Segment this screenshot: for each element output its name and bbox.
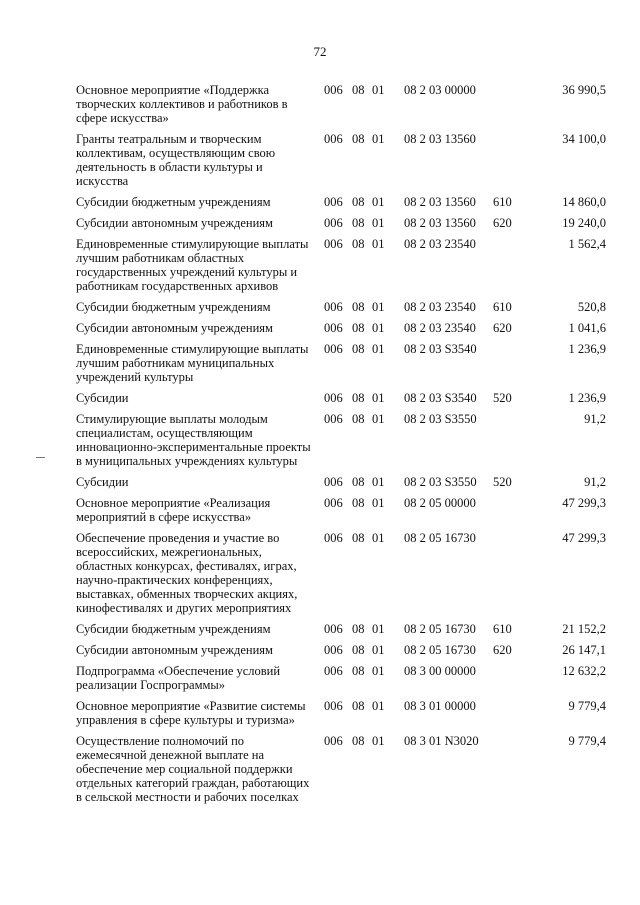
row-ved-code: 006 xyxy=(324,475,343,489)
row-section-code: 08 xyxy=(352,496,365,510)
table-row xyxy=(76,496,606,524)
row-ved-code: 006 xyxy=(324,83,343,97)
row-section-code: 08 xyxy=(352,622,365,636)
row-section-code: 08 xyxy=(352,643,365,657)
margin-mark xyxy=(36,457,45,458)
table-row xyxy=(76,391,606,405)
row-ved-code: 006 xyxy=(324,132,343,146)
row-subsection-code: 01 xyxy=(372,734,385,748)
row-name: Субсидии бюджетным учреждениям xyxy=(76,195,271,209)
row-subsection-code: 01 xyxy=(372,321,385,335)
row-expense-type-code: 610 xyxy=(493,195,512,209)
row-amount: 1 562,4 xyxy=(568,237,606,251)
row-amount: 19 240,0 xyxy=(562,216,606,230)
row-ved-code: 006 xyxy=(324,216,343,230)
row-name: Единовременные стимулирующие выплаты лучшим работникам областных государственных учреждений культуры и работникам государственных архивов xyxy=(76,237,309,293)
row-subsection-code: 01 xyxy=(372,531,385,545)
row-section-code: 08 xyxy=(352,216,365,230)
row-name: Гранты театральным и творческим коллективам, осуществляющим свою деятельность в области культуры и искусства xyxy=(76,132,276,188)
row-name: Основное мероприятие «Реализация мероприятий в сфере искусства» xyxy=(76,496,271,524)
table-row xyxy=(76,734,606,804)
row-amount: 34 100,0 xyxy=(562,132,606,146)
table-row xyxy=(76,531,606,615)
row-expense-type-code: 520 xyxy=(493,475,512,489)
row-section-code: 08 xyxy=(352,300,365,314)
row-target-article-code: 08 2 03 13560 xyxy=(404,216,476,230)
row-amount: 47 299,3 xyxy=(562,496,606,510)
row-target-article-code: 08 2 05 16730 xyxy=(404,531,476,545)
table-row xyxy=(76,237,606,293)
row-target-article-code: 08 2 03 S3540 xyxy=(404,391,477,405)
row-name: Основное мероприятие «Поддержка творческих коллективов и работников в сфере искусства» xyxy=(76,83,288,125)
row-subsection-code: 01 xyxy=(372,132,385,146)
row-name: Субсидии бюджетным учреждениям xyxy=(76,622,271,636)
row-amount: 26 147,1 xyxy=(562,643,606,657)
row-amount: 91,2 xyxy=(584,412,606,426)
row-section-code: 08 xyxy=(352,475,365,489)
table-row xyxy=(76,321,606,335)
row-section-code: 08 xyxy=(352,734,365,748)
row-target-article-code: 08 2 03 23540 xyxy=(404,321,476,335)
row-ved-code: 006 xyxy=(324,664,343,678)
row-expense-type-code: 520 xyxy=(493,391,512,405)
row-ved-code: 006 xyxy=(324,496,343,510)
table-row xyxy=(76,664,606,692)
row-subsection-code: 01 xyxy=(372,195,385,209)
table-row xyxy=(76,132,606,188)
row-section-code: 08 xyxy=(352,195,365,209)
row-expense-type-code: 620 xyxy=(493,321,512,335)
row-ved-code: 006 xyxy=(324,342,343,356)
row-section-code: 08 xyxy=(352,83,365,97)
row-expense-type-code: 610 xyxy=(493,300,512,314)
row-amount: 21 152,2 xyxy=(562,622,606,636)
row-amount: 91,2 xyxy=(584,475,606,489)
row-subsection-code: 01 xyxy=(372,237,385,251)
table-row xyxy=(76,412,606,468)
row-ved-code: 006 xyxy=(324,391,343,405)
row-name: Субсидии автономным учреждениям xyxy=(76,216,273,230)
row-target-article-code: 08 3 01 00000 xyxy=(404,699,476,713)
row-subsection-code: 01 xyxy=(372,412,385,426)
row-subsection-code: 01 xyxy=(372,622,385,636)
row-target-article-code: 08 2 03 00000 xyxy=(404,83,476,97)
row-ved-code: 006 xyxy=(324,531,343,545)
row-section-code: 08 xyxy=(352,412,365,426)
budget-table xyxy=(76,83,606,811)
table-row xyxy=(76,195,606,209)
row-section-code: 08 xyxy=(352,342,365,356)
row-name: Единовременные стимулирующие выплаты лучшим работникам муниципальных учреждений культуры xyxy=(76,342,309,384)
row-amount: 1 041,6 xyxy=(568,321,606,335)
row-amount: 12 632,2 xyxy=(562,664,606,678)
row-amount: 9 779,4 xyxy=(568,734,606,748)
table-row xyxy=(76,216,606,230)
table-row xyxy=(76,475,606,489)
row-subsection-code: 01 xyxy=(372,496,385,510)
row-subsection-code: 01 xyxy=(372,664,385,678)
table-row xyxy=(76,342,606,384)
row-ved-code: 006 xyxy=(324,734,343,748)
row-amount: 47 299,3 xyxy=(562,531,606,545)
row-ved-code: 006 xyxy=(324,300,343,314)
row-subsection-code: 01 xyxy=(372,342,385,356)
table-row xyxy=(76,83,606,125)
row-ved-code: 006 xyxy=(324,622,343,636)
row-name: Субсидии бюджетным учреждениям xyxy=(76,300,271,314)
row-name: Субсидии xyxy=(76,391,129,405)
row-target-article-code: 08 2 03 13560 xyxy=(404,195,476,209)
row-expense-type-code: 610 xyxy=(493,622,512,636)
row-subsection-code: 01 xyxy=(372,83,385,97)
row-section-code: 08 xyxy=(352,699,365,713)
row-target-article-code: 08 2 05 16730 xyxy=(404,643,476,657)
row-target-article-code: 08 3 01 N3020 xyxy=(404,734,479,748)
row-section-code: 08 xyxy=(352,664,365,678)
row-subsection-code: 01 xyxy=(372,643,385,657)
table-row xyxy=(76,699,606,727)
row-target-article-code: 08 2 03 S3550 xyxy=(404,412,477,426)
row-expense-type-code: 620 xyxy=(493,216,512,230)
row-subsection-code: 01 xyxy=(372,699,385,713)
row-name: Субсидии xyxy=(76,475,129,489)
row-subsection-code: 01 xyxy=(372,216,385,230)
row-name: Подпрограмма «Обеспечение условий реализации Госпрограммы» xyxy=(76,664,281,692)
row-name: Стимулирующие выплаты молодым специалистам, осуществляющим инновационно-экспериментальные проекты в муниципальных учреждениях культуры xyxy=(76,412,311,468)
row-ved-code: 006 xyxy=(324,195,343,209)
row-name: Субсидии автономным учреждениям xyxy=(76,321,273,335)
row-target-article-code: 08 2 03 23540 xyxy=(404,300,476,314)
row-amount: 1 236,9 xyxy=(568,391,606,405)
row-section-code: 08 xyxy=(352,391,365,405)
row-amount: 1 236,9 xyxy=(568,342,606,356)
row-target-article-code: 08 2 03 13560 xyxy=(404,132,476,146)
row-name: Осуществление полномочий по ежемесячной денежной выплате на обеспечение мер социальной поддержки отдельных категорий граждан, работающих в сельской местности и рабочих поселках xyxy=(76,734,310,804)
row-subsection-code: 01 xyxy=(372,475,385,489)
table-row xyxy=(76,622,606,636)
table-row xyxy=(76,643,606,657)
row-section-code: 08 xyxy=(352,321,365,335)
row-target-article-code: 08 2 03 S3550 xyxy=(404,475,477,489)
row-target-article-code: 08 2 05 00000 xyxy=(404,496,476,510)
row-amount: 9 779,4 xyxy=(568,699,606,713)
row-section-code: 08 xyxy=(352,237,365,251)
row-name: Обеспечение проведения и участие во всероссийских, межрегиональных, областных конкурсах, фестивалях, играх, научно-практических конференциях, выставках, обменных творческих акциях, кинофестивалях и других мероприятиях xyxy=(76,531,298,615)
row-name: Субсидии автономным учреждениям xyxy=(76,643,273,657)
row-ved-code: 006 xyxy=(324,321,343,335)
row-target-article-code: 08 3 00 00000 xyxy=(404,664,476,678)
row-expense-type-code: 620 xyxy=(493,643,512,657)
row-ved-code: 006 xyxy=(324,237,343,251)
row-subsection-code: 01 xyxy=(372,391,385,405)
table-row xyxy=(76,300,606,314)
row-amount: 36 990,5 xyxy=(562,83,606,97)
row-subsection-code: 01 xyxy=(372,300,385,314)
row-target-article-code: 08 2 05 16730 xyxy=(404,622,476,636)
row-amount: 14 860,0 xyxy=(562,195,606,209)
row-ved-code: 006 xyxy=(324,412,343,426)
page-number: 72 xyxy=(313,44,327,59)
row-target-article-code: 08 2 03 23540 xyxy=(404,237,476,251)
row-ved-code: 006 xyxy=(324,699,343,713)
row-section-code: 08 xyxy=(352,132,365,146)
row-amount: 520,8 xyxy=(577,300,606,314)
row-section-code: 08 xyxy=(352,531,365,545)
row-target-article-code: 08 2 03 S3540 xyxy=(404,342,477,356)
row-name: Основное мероприятие «Развитие системы управления в сфере культуры и туризма» xyxy=(76,699,306,727)
row-ved-code: 006 xyxy=(324,643,343,657)
